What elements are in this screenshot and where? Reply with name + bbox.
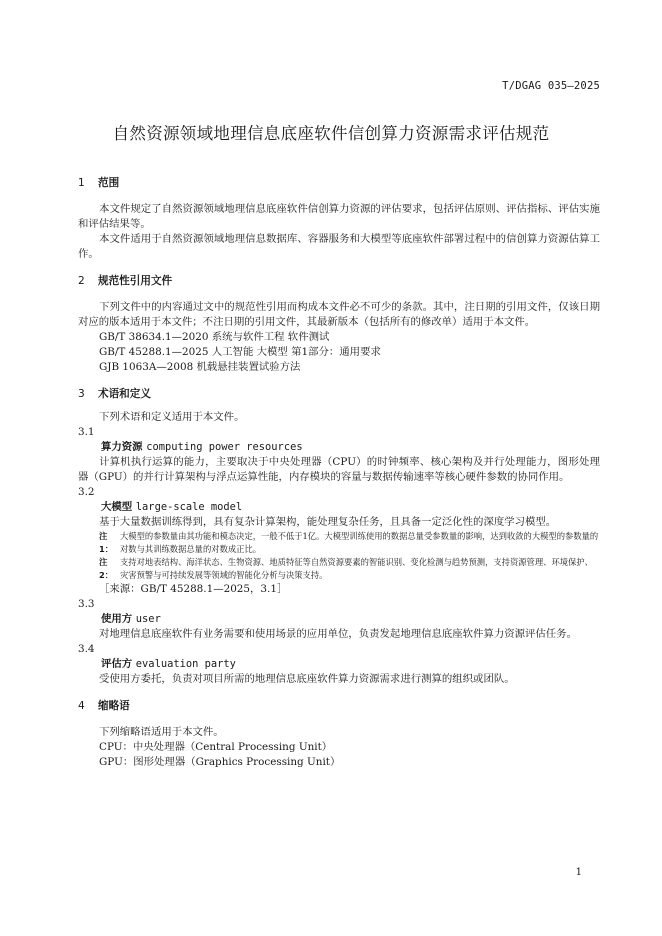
reference-item: GB/T 38634.1—2020 系统与软件工程 软件测试 <box>99 331 330 343</box>
section-heading-refs <box>78 274 600 288</box>
term-heading <box>78 440 600 455</box>
section-number: 2 <box>78 275 85 287</box>
term-en: large-scale model <box>135 501 243 513</box>
note-label: 注1： <box>99 531 114 554</box>
term-zh: 评估方 <box>101 658 133 670</box>
term-definition: 计算机执行运算的能力，主要取决于中央处理器（CPU）的时钟频率、核心架构及并行处理能力，图形处理器（GPU）的并行计算架构与浮点运算性能，内存模块的容量与数据传输速率等核心硬件参数的协同作用。 <box>78 456 600 483</box>
page-number: 1 <box>575 867 582 878</box>
note-text: 支持对地表结构、海洋状态、生物资源、地质特征等自然资源要素的智能识别、变化检测与趋势预测，支持资源管理、环境保护、灾害预警与可持续发展等领域的智能化分析与决策支持。 <box>120 557 593 580</box>
term-number: 3.4 <box>78 643 95 655</box>
terms-intro: 下列术语和定义适用于本文件。 <box>99 411 245 423</box>
document-code: T/DGAG 035—2025 <box>502 80 600 92</box>
reference-item: GJB 1063A—2008 机载悬挂装置试验方法 <box>99 361 301 373</box>
refs-paragraph: 下列文件中的内容通过文中的规范性引用而构成本文件必不可少的条款。其中，注日期的引用文件，仅该日期对应的版本适用于本文件；不注日期的引用文件，其最新版本（包括所有的修改单）适用于本文件。 <box>78 301 600 328</box>
term-en: computing power resources <box>146 441 303 453</box>
section-heading-terms <box>78 387 600 401</box>
section-title: 规范性引用文件 <box>98 275 173 287</box>
note-label: 注2： <box>99 557 114 580</box>
term-heading <box>78 500 600 515</box>
document-body <box>78 176 600 770</box>
term-en: user <box>135 613 161 625</box>
scope-paragraph-1: 本文件规定了自然资源领域地理信息底座软件信创算力资源的评估要求，包括评估原则、评估指标、评估实施和评估结果等。 <box>78 203 600 230</box>
term-source: ［来源：GB/T 45288.1—2025，3.1］ <box>99 583 288 595</box>
section-number: 4 <box>78 700 85 712</box>
term-en: evaluation party <box>135 658 236 670</box>
section-title: 术语和定义 <box>98 388 151 400</box>
term-definition: 基于大量数据训练得到，具有复杂计算架构，能处理复杂任务，且具备一定泛化性的深度学习模型。 <box>99 516 557 528</box>
term-number: 3.3 <box>78 598 95 610</box>
section-number: 1 <box>78 177 85 189</box>
note-text: 大模型的参数量由其功能和模态决定，一般不低于1亿。大模型训练使用的数据总量受参数量的影响，达到收敛的大模型的参数量的对数与其训练数据总量的对数成正比。 <box>120 531 599 554</box>
section-heading-scope <box>78 176 600 190</box>
term-heading <box>78 657 600 672</box>
term-number: 3.2 <box>78 486 95 498</box>
term-zh: 算力资源 <box>101 441 143 453</box>
term-note-2 <box>78 556 600 582</box>
term-zh: 使用方 <box>101 613 133 625</box>
abbr-item: GPU：图形处理器（Graphics Processing Unit） <box>99 756 341 768</box>
abbr-item: CPU：中央处理器（Central Processing Unit） <box>99 741 333 753</box>
section-number: 3 <box>78 388 85 400</box>
section-title: 缩略语 <box>98 700 130 712</box>
term-definition: 对地理信息底座软件有业务需要和使用场景的应用单位，负责发起地理信息底座软件算力资源评估任务。 <box>99 628 577 640</box>
term-number: 3.1 <box>78 426 95 438</box>
term-note-1 <box>78 530 600 556</box>
abbr-intro: 下列缩略语适用于本文件。 <box>99 726 224 738</box>
reference-item: GB/T 45288.1—2025 人工智能 大模型 第1部分：通用要求 <box>99 346 381 358</box>
section-heading-abbr <box>78 699 600 713</box>
term-zh: 大模型 <box>101 501 133 513</box>
term-definition: 受使用方委托，负责对项目所需的地理信息底座软件算力资源需求进行测算的组织或团队。 <box>99 673 515 685</box>
scope-paragraph-2: 本文件适用于自然资源领域地理信息数据库、容器服务和大模型等底座软件部署过程中的信创算力资源估算工作。 <box>78 233 600 260</box>
document-title: 自然资源领域地理信息底座软件信创算力资源需求评估规范 <box>112 124 550 143</box>
section-title: 范围 <box>98 177 120 189</box>
term-heading <box>78 612 600 627</box>
